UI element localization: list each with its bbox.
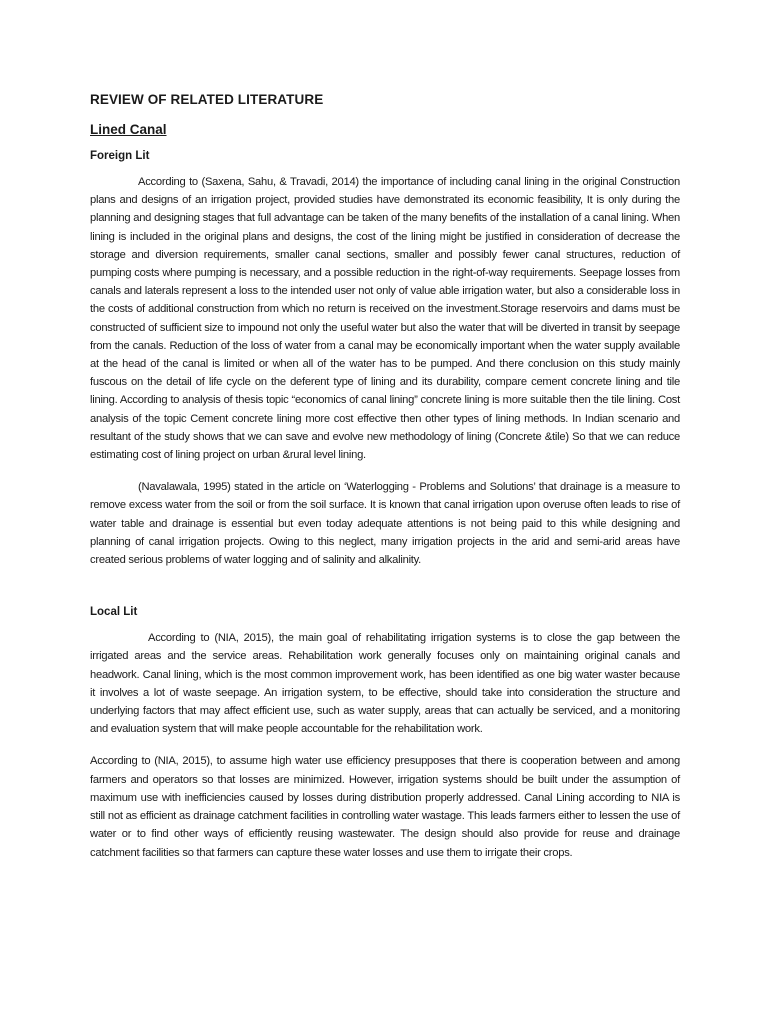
document-page [90,92,680,876]
subheading-local-lit: Local Lit [90,606,138,619]
subheading-foreign-lit: Foreign Lit [90,150,150,162]
paragraph-local-1: According to (NIA, 2015), the main goal of rehabilitating irrigation systems is to close the gap between the irrigated areas and the service areas. Rehabilitation work generally focuses only on maintaining original canals and headwork. Canal lining, which is the most common improvement work, has been identified as one big water waster because it involves a lot of waste seepage. An irrigation system, to be effective, should take into consideration the structure and underlying factors that may affect efficient use, such as water supply, areas that can actually be serviced, and a monitoring and evaluation system that will make people accountable for the rehabilitation work. [90,632,680,736]
section-heading-lined-canal: Lined Canal [90,122,167,137]
paragraph-local-2: According to (NIA, 2015), to assume high water use efficiency presupposes that there is cooperation between and among farmers and operators so that losses are minimized. However, irrigation systems should be built under the assumption of maximum use with inefficiencies caused by losses during distribution properly addressed. Canal Lining according to NIA is still not as efficient as drainage catchment facilities in controlling water wastage. This leads farmers either to lessen the use of water or to find other ways of efficiently reusing wastewater. The design should also provide for reuse and drainage catchment facilities so that farmers can capture these water losses and use them to irrigate their crops. [90,755,680,859]
paragraph-foreign-1: According to (Saxena, Sahu, & Travadi, 2014) the importance of including canal lining in the original Construction plans and designs of an irrigation project, provided studies have demonstrated its economic feasibility, It is only during the planning and designing stages that full advantage can be taken of the many benefits of the installation of a canal lining. When lining is included in the original plans and designs, the cost of the lining might be justified in consideration of decrease the storage and diversion requirements, smaller canal sections, smaller and possibly fewer canal structures, reduction of pumping costs where pumping is necessary, and a possible reduction in the right-of-way requirements. Seepage losses from canals and laterals represent a loss to the intended user not only of value able irrigation water, but also a considerable loss in the costs of additional construction from which no return is received on the investment.Storage reservoirs and dams must be constructed of sufficient size to impound not only the useful water but also the water that will be diverted in transit by seepage from the canals. Reduction of the loss of water from a canal may be economically important when the water supply available at the head of the canal is limited or when all of the water has to be pumped. And there conclusion on this study mainly fuscous on the detail of life cycle on the deferent type of lining and its durability, compare cement concrete lining and tile lining. According to analysis of thesis topic “economics of canal lining” concrete lining is more suitable then the tile lining. Cost analysis of the topic Cement concrete lining more cost effective then other types of lining methods. In Indian scenario and resultant of the study shows that we can save and evolve new methodology of lining (Concrete &tile) So that we can reduce estimating cost of lining project on urban &rural level lining. [90,176,680,462]
document-title: REVIEW OF RELATED LITERATURE [90,92,324,107]
paragraph-foreign-2: (Navalawala, 1995) stated in the article on ‘Waterlogging - Problems and Solutions’ that drainage is a measure to remove excess water from the soil or from the soil surface. It is known that canal irrigation upon overuse often leads to rise of water table and drainage is essential but even today adequate attentions is not being paid to this while designing and planning of canal irrigation projects. Owing to this neglect, many irrigation projects in the arid and semi-arid areas have created serious problems of water logging and of salinity and alkalinity. [90,481,680,567]
